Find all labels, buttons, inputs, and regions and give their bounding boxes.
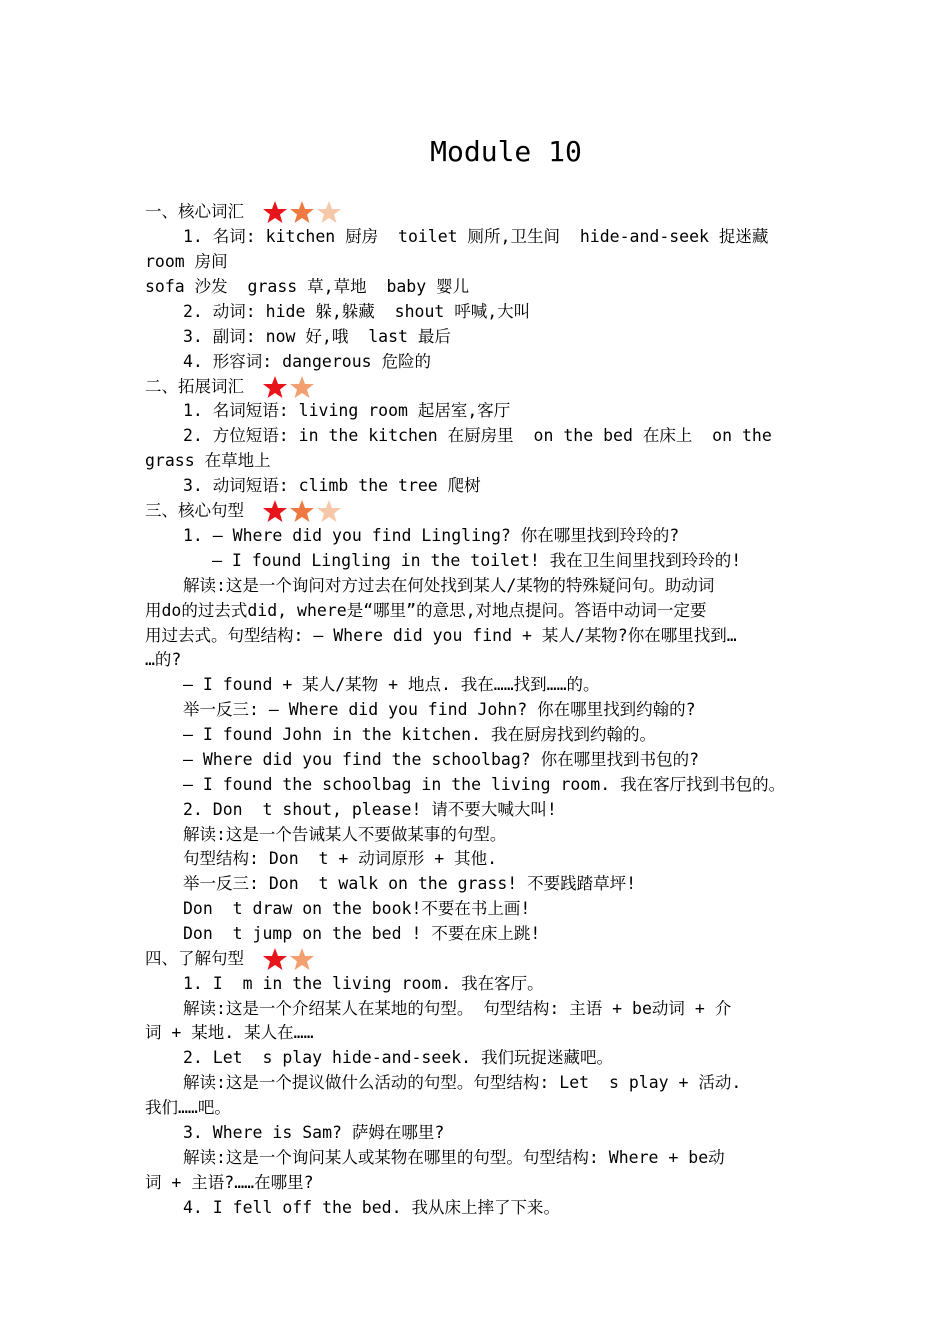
section-heading-text: 四、了解句型 [145, 949, 244, 968]
text-line: …的? [145, 650, 182, 669]
page-title: Module 10 [430, 135, 582, 168]
text-line: 解读:这是一个告诫某人不要做某事的句型。 [183, 825, 507, 844]
faded-star-icon [316, 200, 342, 224]
difficulty-stars [262, 375, 316, 400]
text-line: 1. — Where did you find Lingling? 你在哪里找到玲玲的? [183, 526, 680, 545]
text-line: 词 + 某地. 某人在…… [145, 1023, 314, 1042]
text-line: 2. 方位短语: in the kitchen 在厨房里 on the bed 在床上 on the [183, 426, 772, 445]
orange-star-icon [289, 947, 315, 971]
text-line: 解读:这是一个询问某人或某物在哪里的句型。句型结构: Where + be动 [183, 1148, 725, 1167]
text-line: — Where did you find the schoolbag? 你在哪里找到书包的? [183, 750, 700, 769]
faded-star-icon [316, 499, 342, 523]
red-star-icon [262, 200, 288, 224]
red-star-icon [262, 947, 288, 971]
difficulty-stars [262, 200, 343, 225]
text-line: 解读:这是一个提议做什么活动的句型。句型结构: Let s play + 活动. [183, 1073, 742, 1092]
section-heading-text: 二、拓展词汇 [145, 377, 244, 396]
text-line: 3. 动词短语: climb the tree 爬树 [183, 476, 481, 495]
text-line: 1. I m in the living room. 我在客厅。 [183, 974, 544, 993]
text-line: — I found + 某人/某物 + 地点. 我在……找到……的。 [183, 675, 600, 694]
section-heading-core-vocabulary [145, 200, 343, 225]
text-line: 4. I fell off the bed. 我从床上摔了下来。 [183, 1198, 560, 1217]
text-line: 3. 副词: now 好,哦 last 最后 [183, 327, 451, 346]
section-heading-extended-vocabulary [145, 375, 316, 400]
text-line: 用do的过去式did, where是“哪里”的意思,对地点提问。答语中动词一定要 [145, 601, 707, 620]
text-line: grass 在草地上 [145, 451, 271, 470]
text-line: 举一反三: Don t walk on the grass! 不要践踏草坪! [183, 874, 637, 893]
text-line: 2. Don t shout, please! 请不要大喊大叫! [183, 800, 557, 819]
text-line: — I found John in the kitchen. 我在厨房找到约翰的。 [183, 725, 656, 744]
red-star-icon [262, 375, 288, 399]
text-line: Don t jump on the bed ! 不要在床上跳! [183, 924, 541, 943]
text-line: 用过去式。句型结构: — Where did you find + 某人/某物?你在哪里找到… [145, 626, 737, 645]
text-line: — I found the schoolbag in the living room. 我在客厅找到书包的。 [183, 775, 786, 794]
text-line: 句型结构: Don t + 动词原形 + 其他. [183, 849, 498, 868]
text-line: 4. 形容词: dangerous 危险的 [183, 352, 432, 371]
text-line: sofa 沙发 grass 草,草地 baby 婴儿 [145, 277, 470, 296]
text-line: — I found Lingling in the toilet! 我在卫生间里找到玲玲的! [212, 551, 742, 570]
text-line: 2. 动词: hide 躲,躲藏 shout 呼喊,大叫 [183, 302, 531, 321]
text-line: 解读:这是一个介绍某人在某地的句型。 句型结构: 主语 + be动词 + 介 [183, 999, 732, 1018]
text-line: 举一反三: — Where did you find John? 你在哪里找到约翰的? [183, 700, 696, 719]
orange-star-icon [289, 200, 315, 224]
text-line: room 房间 [145, 252, 228, 271]
text-line: 解读:这是一个询问对方过去在何处找到某人/某物的特殊疑问句。助动词 [183, 576, 715, 595]
red-star-icon [262, 499, 288, 523]
orange-star-icon [289, 499, 315, 523]
difficulty-stars [262, 499, 343, 524]
text-line: 3. Where is Sam? 萨姆在哪里? [183, 1123, 445, 1142]
text-line: 1. 名词短语: living room 起居室,客厅 [183, 401, 511, 420]
text-line: 词 + 主语?……在哪里? [145, 1173, 314, 1192]
orange-star-icon [289, 375, 315, 399]
section-heading-text: 一、核心词汇 [145, 202, 244, 221]
text-line: Don t draw on the book!不要在书上画! [183, 899, 531, 918]
section-heading-core-sentences [145, 499, 343, 524]
text-line: 1. 名词: kitchen 厨房 toilet 厕所,卫生间 hide-and-seek 捉迷藏 [183, 227, 769, 246]
difficulty-stars [262, 947, 316, 972]
section-heading-know-sentences [145, 947, 316, 972]
section-heading-text: 三、核心句型 [145, 501, 244, 520]
text-line: 2. Let s play hide-and-seek. 我们玩捉迷藏吧。 [183, 1048, 614, 1067]
text-line: 我们……吧。 [145, 1098, 231, 1117]
